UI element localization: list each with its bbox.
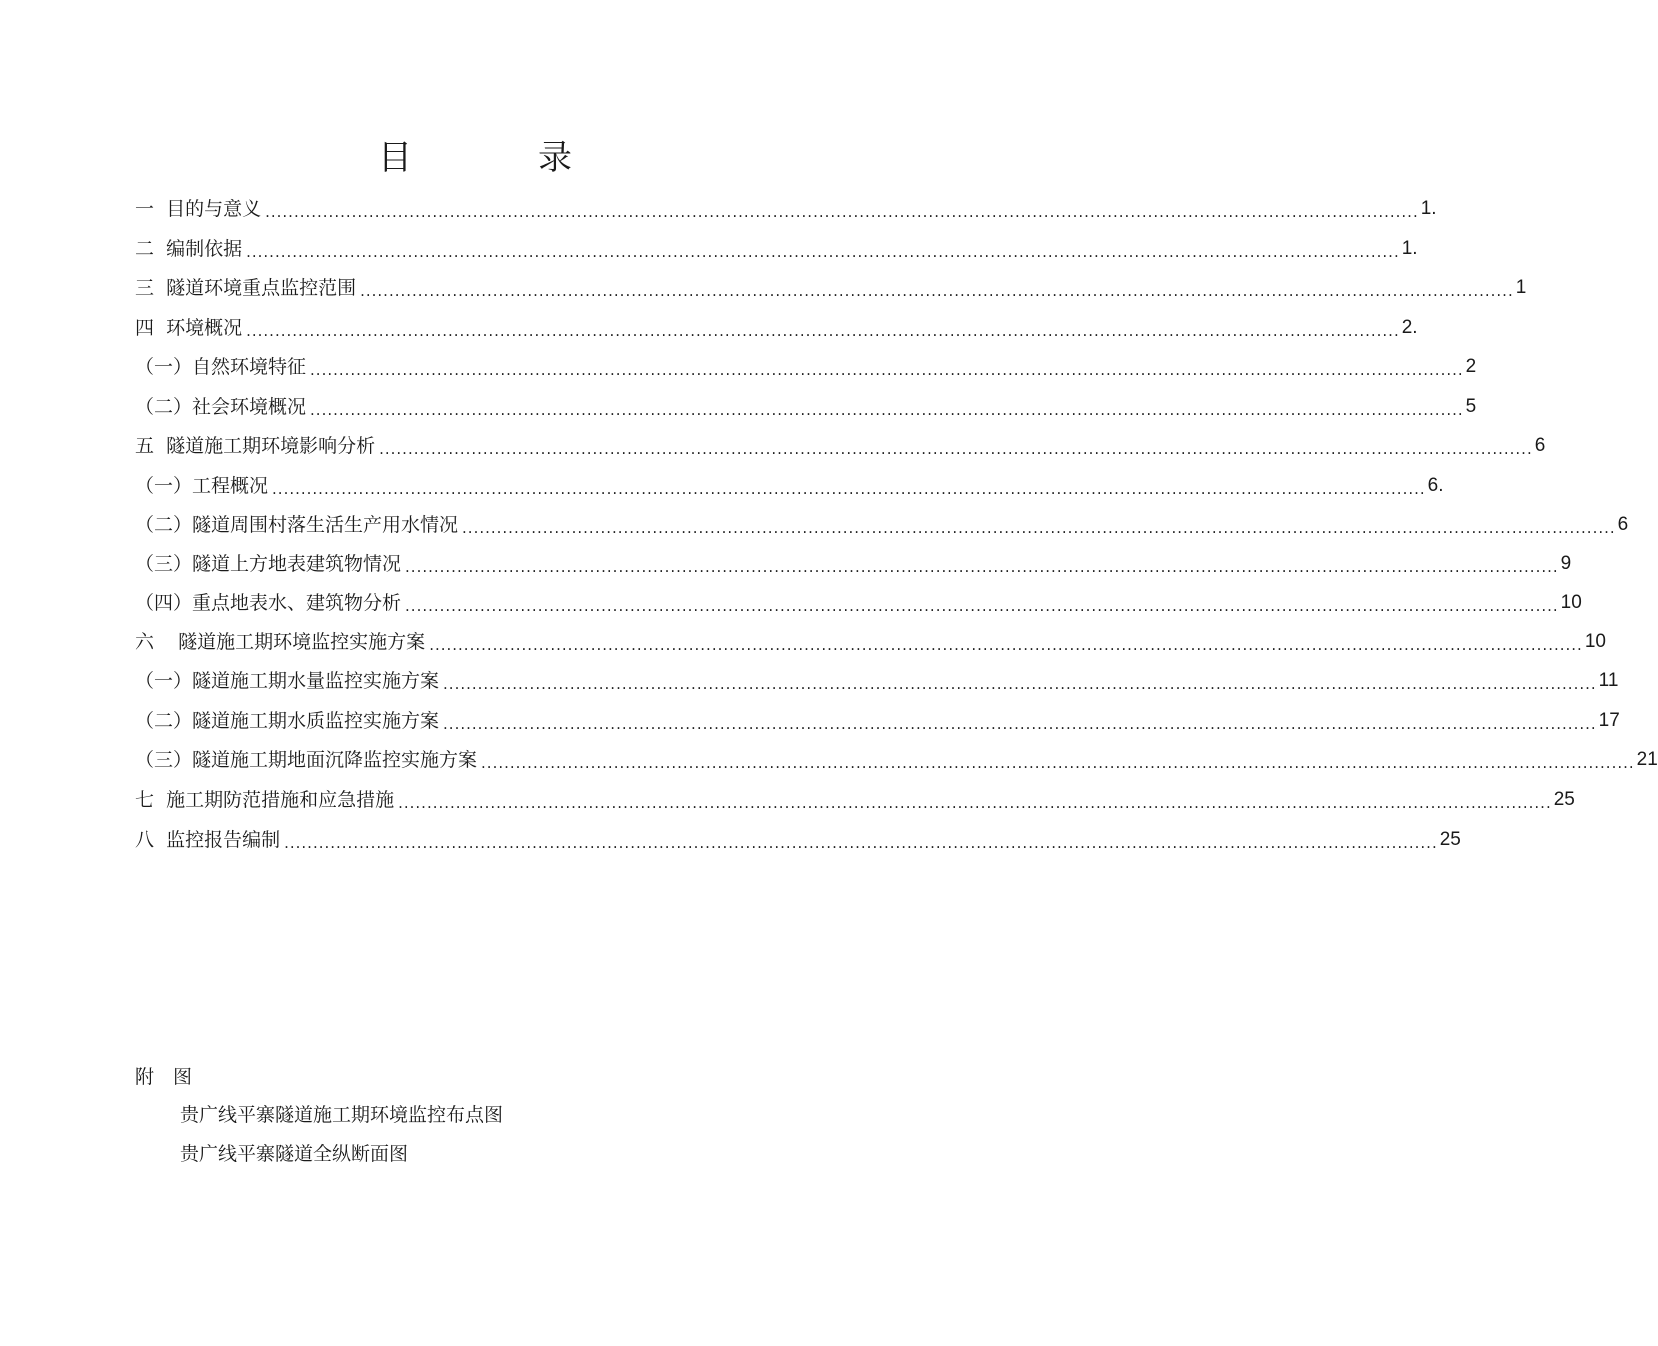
toc-entry[interactable] <box>135 433 1546 459</box>
toc-entry-page: 5 <box>1465 396 1477 417</box>
toc-entry-title: 施工期防范措施和应急措施 <box>166 789 395 811</box>
toc-entry-page: 1. <box>1420 198 1437 219</box>
toc-entry-title: 隧道上方地表建筑物情况 <box>192 553 402 575</box>
toc-leader-dots: ........................................................................................................................................................................................................ <box>429 636 1583 654</box>
toc-leader-dots: ........................................................................................................................................................................................................ <box>310 361 1464 379</box>
toc-entry[interactable] <box>135 394 1477 420</box>
toc-entry[interactable] <box>135 708 1620 734</box>
toc-entry-number: （一） <box>135 475 193 497</box>
toc-entry-number: 四 <box>135 317 167 339</box>
toc-entry[interactable] <box>135 236 1418 262</box>
toc-entry-title: 工程概况 <box>192 475 269 497</box>
toc-entry-page: 1. <box>1401 238 1418 259</box>
toc-entry-title: 编制依据 <box>166 238 243 260</box>
toc-entry-number: 七 <box>135 789 167 811</box>
toc-leader-dots: ........................................................................................................................................................................................................ <box>443 715 1597 733</box>
toc-entry-title: 隧道施工期环境影响分析 <box>166 435 376 457</box>
toc-entry-title: 目的与意义 <box>166 198 262 220</box>
toc-entry-title: 重点地表水、建筑物分析 <box>192 592 402 614</box>
toc-entry[interactable] <box>135 196 1437 222</box>
toc-entry-page: 1 <box>1515 277 1527 298</box>
toc-leader-dots: ........................................................................................................................................................................................................ <box>443 675 1597 693</box>
toc-leader-dots: ........................................................................................................................................................................................................ <box>246 243 1400 261</box>
toc-entry-title: 隧道施工期环境监控实施方案 <box>166 631 426 653</box>
toc-entry-number: （二） <box>135 396 193 418</box>
toc-leader-dots: ........................................................................................................................................................................................................ <box>310 401 1464 419</box>
toc-entry[interactable] <box>135 315 1418 341</box>
toc-entry-page: 11 <box>1598 670 1619 691</box>
toc-leader-dots: ........................................................................................................................................................................................................ <box>246 322 1400 340</box>
toc-entry-page: 6 <box>1617 514 1629 535</box>
toc-entry-page: 10 <box>1560 592 1582 613</box>
toc-entry-number: （四） <box>135 592 193 614</box>
toc-entry-title: 隧道环境重点监控范围 <box>166 277 357 299</box>
page-title: 目 录 <box>378 138 618 178</box>
toc-entry[interactable] <box>135 354 1477 380</box>
toc-entry-title: 隧道施工期水质监控实施方案 <box>192 710 440 732</box>
appendix-item: 贵广线平寨隧道全纵断面图 <box>180 1143 409 1165</box>
toc-entry-title: 监控报告编制 <box>166 829 281 851</box>
toc-entry-number: （二） <box>135 514 193 536</box>
toc-leader-dots: ........................................................................................................................................................................................................ <box>272 480 1426 498</box>
toc-entry-number: 五 <box>135 435 167 457</box>
toc-entry[interactable] <box>135 551 1572 577</box>
toc-entry-number: （一） <box>135 356 193 378</box>
toc-entry-page: 10 <box>1584 631 1606 652</box>
toc-entry-title: 社会环境概况 <box>192 396 307 418</box>
toc-entry-page: 17 <box>1598 710 1620 731</box>
toc-entry-number: 二 <box>135 238 167 260</box>
toc-entry-page: 9 <box>1560 553 1572 574</box>
toc-entry-number: 一 <box>135 198 167 220</box>
toc-entry-page: 25 <box>1439 829 1461 850</box>
toc-leader-dots: ........................................................................................................................................................................................................ <box>405 597 1559 615</box>
toc-entry-page: 21 <box>1636 749 1658 770</box>
toc-leader-dots: ........................................................................................................................................................................................................ <box>265 203 1419 221</box>
toc-entry[interactable] <box>135 668 1619 694</box>
toc-entry-page: 6 <box>1534 435 1546 456</box>
toc-entry[interactable] <box>135 512 1629 538</box>
toc-entry-page: 2 <box>1465 356 1477 377</box>
toc-entry-title: 隧道周围村落生活生产用水情况 <box>192 514 459 536</box>
toc-entry[interactable] <box>135 275 1527 301</box>
toc-leader-dots: ........................................................................................................................................................................................................ <box>379 440 1533 458</box>
toc-leader-dots: ........................................................................................................................................................................................................ <box>360 282 1514 300</box>
toc-entry[interactable] <box>135 827 1461 853</box>
toc-entry-title: 隧道施工期地面沉降监控实施方案 <box>192 749 478 771</box>
toc-entry-number: 三 <box>135 277 167 299</box>
toc-entry-number: 六 <box>135 631 167 653</box>
toc-entry-title: 自然环境特征 <box>192 356 307 378</box>
toc-entry[interactable] <box>135 629 1606 655</box>
toc-leader-dots: ........................................................................................................................................................................................................ <box>462 519 1616 537</box>
toc-entry-page: 2. <box>1401 317 1418 338</box>
toc-entry[interactable] <box>135 473 1444 499</box>
toc-leader-dots: ........................................................................................................................................................................................................ <box>405 558 1559 576</box>
toc-entry[interactable] <box>135 590 1582 616</box>
appendix-item: 贵广线平寨隧道施工期环境监控布点图 <box>180 1104 504 1126</box>
toc-entry[interactable] <box>135 787 1575 813</box>
appendix-title: 附 图 <box>135 1066 193 1088</box>
toc-entry-number: 八 <box>135 829 167 851</box>
toc-entry[interactable] <box>135 747 1658 773</box>
toc-entry-page: 6. <box>1427 475 1444 496</box>
toc-entry-number: （三） <box>135 749 193 771</box>
toc-leader-dots: ........................................................................................................................................................................................................ <box>284 834 1438 852</box>
toc-entry-number: （一） <box>135 670 193 692</box>
toc-leader-dots: ........................................................................................................................................................................................................ <box>398 794 1552 812</box>
toc-entry-title: 隧道施工期水量监控实施方案 <box>192 670 440 692</box>
toc-entry-page: 25 <box>1553 789 1575 810</box>
toc-leader-dots: ........................................................................................................................................................................................................ <box>481 754 1635 772</box>
toc-entry-number: （三） <box>135 553 193 575</box>
toc-entry-number: （二） <box>135 710 193 732</box>
toc-entry-title: 环境概况 <box>166 317 243 339</box>
